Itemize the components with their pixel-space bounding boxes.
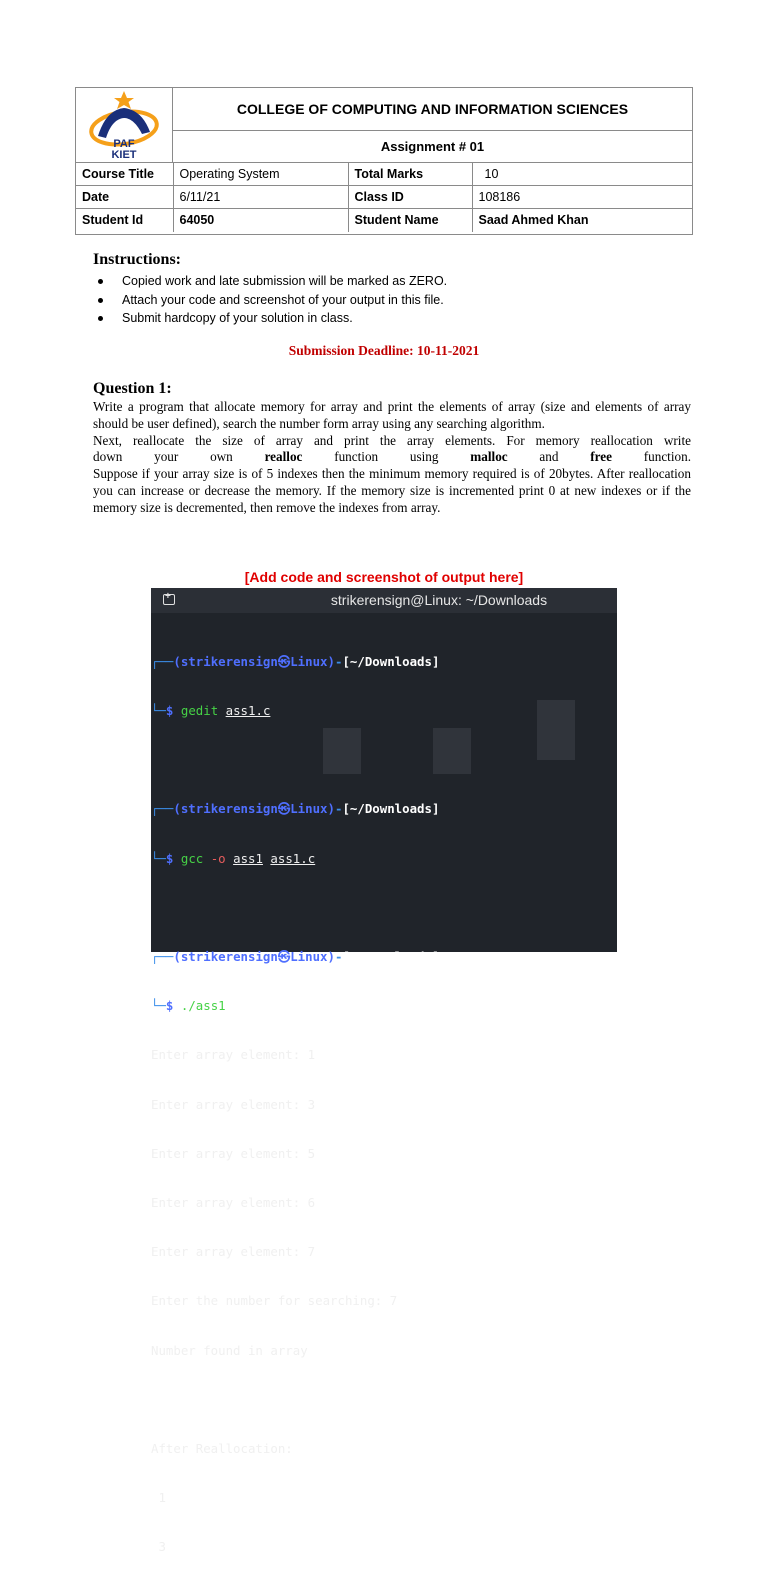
bullet-icon [98,279,103,284]
label-student-id: Student Id [76,209,173,232]
question-paragraph-2-line-2: down your own realloc function using malloc and free function. [93,449,691,465]
command-line: └─$ ./ass1 [151,998,226,1014]
instructions-heading: Instructions: [93,251,182,268]
submission-deadline: Submission Deadline: 10-11-2021 [288,343,480,358]
command-line: └─$ gedit ass1.c [151,703,271,719]
value-course-title: Operating System [173,163,348,186]
bullet-icon [98,316,103,321]
label-student-name: Student Name [348,209,472,232]
output-line: Enter array element: 6 [151,1195,316,1211]
instruction-text: Submit hardcopy of your solution in class. [122,311,353,325]
label-total-marks: Total Marks [348,163,472,186]
question-paragraph-1: Write a program that allocate memory for array and print the elements of array (size and elements of array should be user defined), search the number form array using any searching algorithm. [93,399,691,431]
label-class-id: Class ID [348,186,472,209]
output-line: Enter array element: 5 [151,1145,316,1161]
add-code-note: [Add code and screenshot of output here] [244,569,524,585]
question-paragraph-2-rest: Suppose if your array size is of 5 indexes then the minimum memory required is of 20bytes. After reallocation you can increase or decrease the memory. If the memory size is incremented print 0 at new indexes or if the memory size is decremented, then remove the indexes from array. [93,466,691,515]
logo-text-bottom: KIET [111,149,137,161]
output-line: Enter array element: 7 [151,1244,316,1260]
prompt-line: ┌──(strikerensign㉿Linux)-[~/Downloads] [151,653,440,669]
question-paragraph-2-line-1: Next, reallocate the size of array and print the array elements. For memory reallocation write [93,432,691,448]
label-course-title: Course Title [76,163,173,186]
logo-text-top: PAF [113,138,135,150]
command-line: └─$ gcc -o ass1 ass1.c [151,850,316,866]
instruction-text: Copied work and late submission will be marked as ZERO. [122,274,448,288]
assignment-title: Assignment # 01 [380,139,485,154]
college-title: COLLEGE OF COMPUTING AND INFORMATION SCIENCES [173,88,692,131]
terminal-screenshot [151,588,617,1555]
terminal-titlebar [151,588,617,613]
value-class-id: 108186 [472,186,692,209]
output-line: Enter array element: 3 [151,1096,316,1112]
value-student-id: 64050 [173,209,348,232]
bullet-icon [98,298,103,303]
value-date: 6/11/21 [173,186,348,209]
question-heading: Question 1: [93,380,172,397]
desktop-file-icon [537,700,575,760]
instruction-text: Attach your code and screenshot of your output in this file. [122,292,444,307]
prompt-line: ┌──(strikerensign㉿Linux)-[~/Downloads] [151,949,440,965]
output-line: Number found in array [151,1342,308,1358]
output-line: Enter the number for searching: 7 [151,1293,398,1309]
logo-cell [76,88,173,162]
info-table [76,162,692,232]
output-line: 3 [151,1539,166,1555]
output-line: Enter array element: 1 [151,1047,316,1063]
list-item [98,309,447,328]
terminal-title: strikerensign@Linux: ~/Downloads [330,592,548,608]
value-student-name: Saad Ahmed Khan [472,209,692,232]
paf-kiet-logo [76,88,173,162]
label-date: Date [76,186,173,209]
table-row [76,163,692,186]
header-table [75,87,693,235]
value-total-marks: 10 [472,163,692,186]
output-line: 1 [151,1490,166,1506]
list-item [98,291,447,310]
instructions-list [98,272,447,328]
table-row [76,209,692,232]
output-line: After Reallocation: [151,1441,293,1457]
table-row [76,186,692,209]
prompt-line: ┌──(strikerensign㉿Linux)-[~/Downloads] [151,801,440,817]
terminal-output [151,621,439,1589]
list-item [98,272,447,291]
question-body [93,399,691,517]
